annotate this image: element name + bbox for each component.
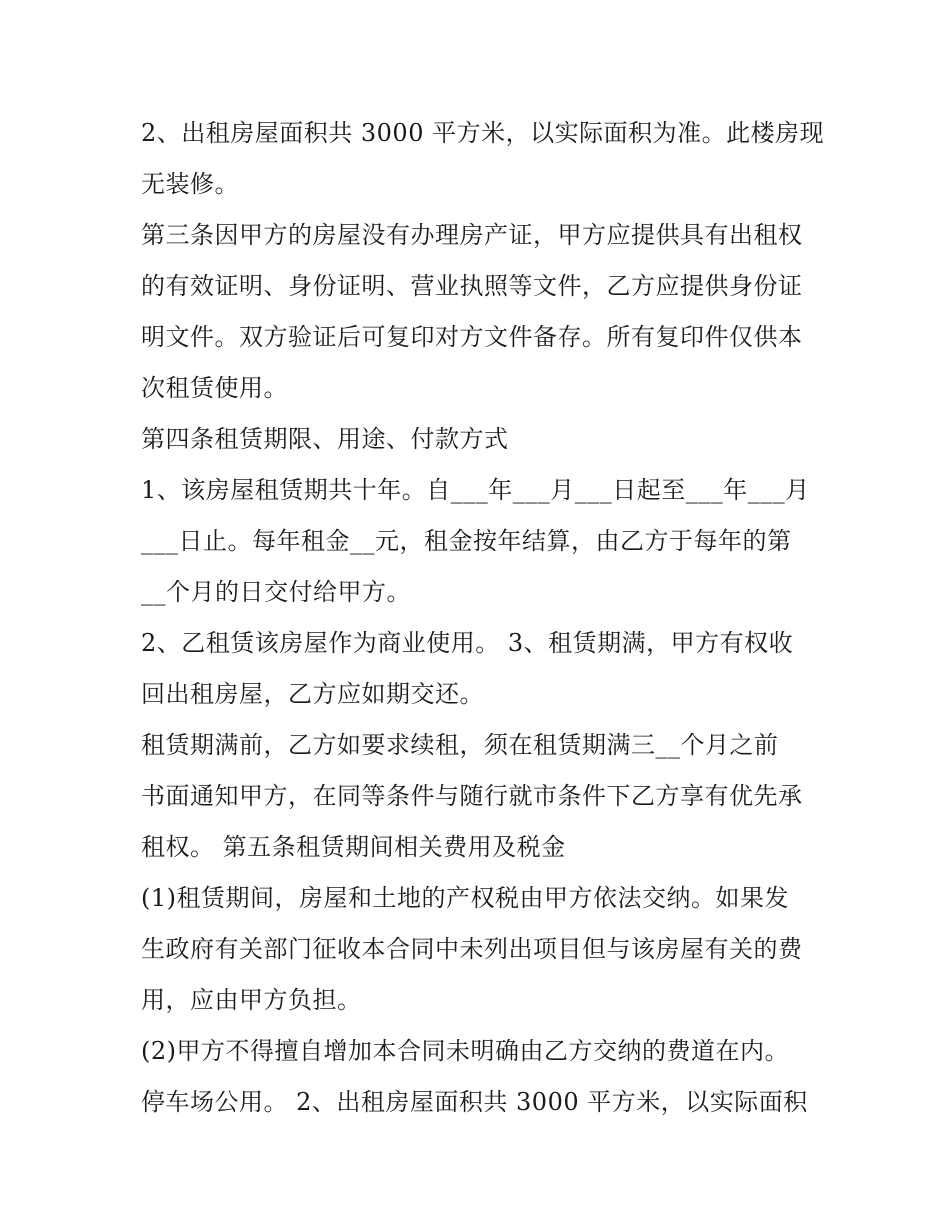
text-line: 回出租房屋，乙方应如期交还。 [141,680,484,708]
text-line: (1)租赁期间，房屋和土地的产权税由甲方依法交纳。如果发 [141,884,789,912]
text-line: 的有效证明、身份证明、营业执照等文件，乙方应提供身份证 [141,272,803,300]
text-line: 2、乙租赁该房屋作为商业使用。 3、租赁期满，甲方有权收 [141,629,794,657]
text-line: 第三条因甲方的房屋没有办理房产证，甲方应提供具有出租权 [141,221,803,249]
text-line: 用，应由甲方负担。 [141,986,362,1014]
text-line: 次租赁使用。 [141,374,288,402]
text-line: 1、该房屋租赁期共十年。自___年___月___日起至___年___月 [141,476,810,504]
text-line: __个月的日交付给甲方。 [141,578,411,606]
section-heading-line: 第四条租赁期限、用途、付款方式 [141,425,509,453]
text-line: 无装修。 [141,170,239,198]
text-line: 停车场公用。 2、出租房屋面积共 3000 平方米，以实际面积 [141,1088,808,1116]
text-line: (2)甲方不得擅自增加本合同未明确由乙方交纳的费道在内。 [141,1037,789,1065]
text-line: 2、出租房屋面积共 3000 平方米，以实际面积为准。此楼房现 [141,119,825,147]
document-body [141,108,825,1128]
text-line: 租权。 第五条租赁期间相关费用及税金 [141,833,566,861]
text-line: ___日止。每年租金__元，租金按年结算，由乙方于每年的第 [141,527,792,555]
text-line: 生政府有关部门征收本合同中未列出项目但与该房屋有关的费 [141,935,803,963]
text-line: 明文件。双方验证后可复印对方文件备存。所有复印件仅供本 [141,323,803,351]
text-line: 租赁期满前，乙方如要求续租，须在租赁期满三__个月之前 [141,731,779,759]
text-line: 书面通知甲方，在同等条件与随行就市条件下乙方享有优先承 [141,782,803,810]
